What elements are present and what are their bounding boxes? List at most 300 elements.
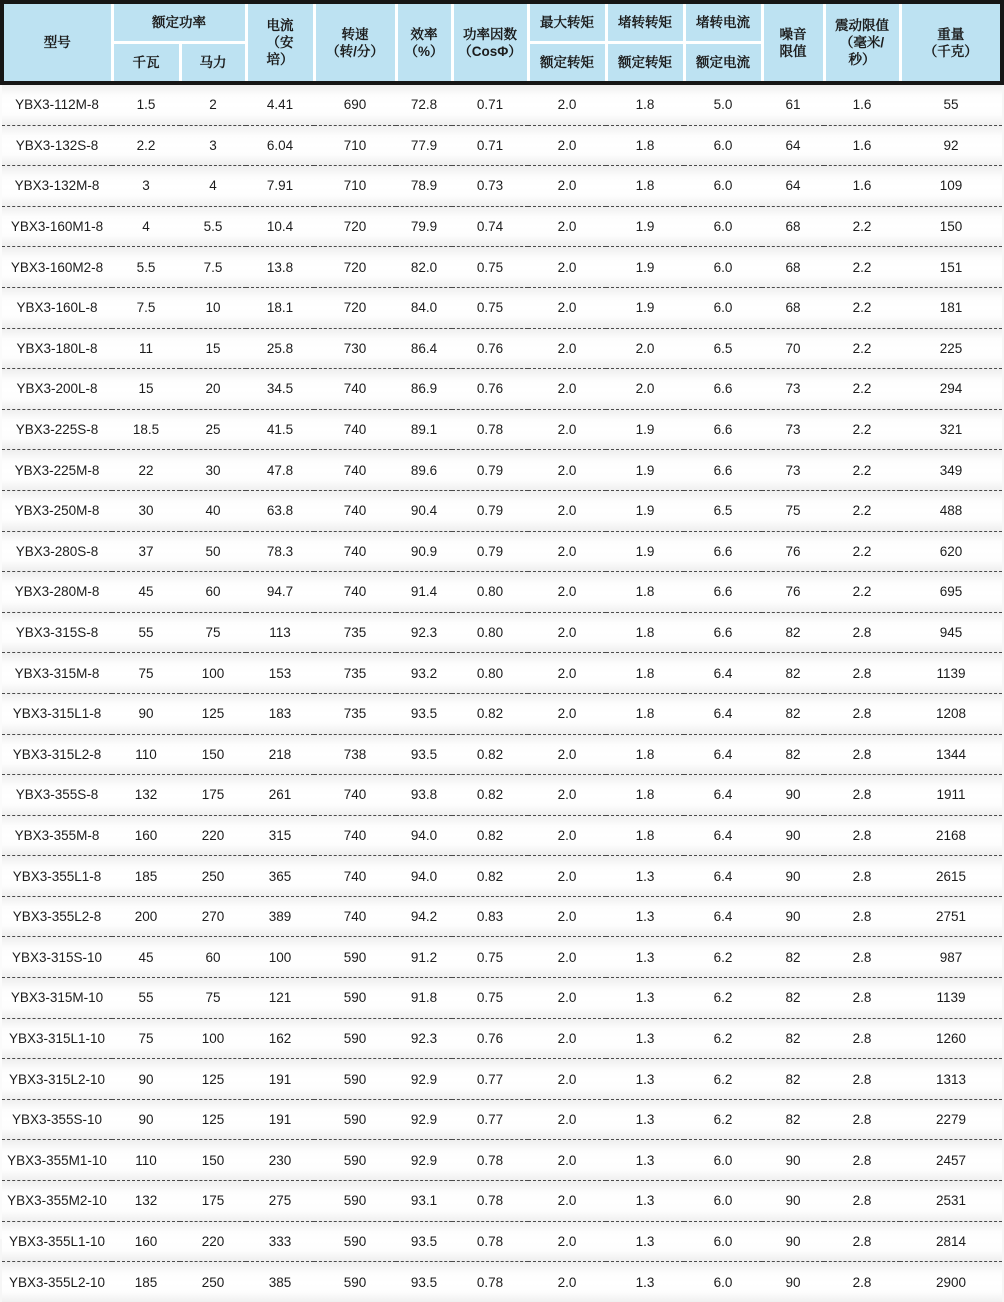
value-cell: 30 <box>112 490 180 531</box>
value-cell: 6.04 <box>246 125 314 166</box>
value-cell: 175 <box>180 775 246 816</box>
value-cell: 30 <box>180 450 246 491</box>
value-cell: 6.6 <box>684 409 762 450</box>
value-cell: 86.4 <box>396 328 452 369</box>
value-cell: 2751 <box>900 896 1002 937</box>
value-cell: 13.8 <box>246 247 314 288</box>
value-cell: 125 <box>180 1099 246 1140</box>
value-cell: 5.0 <box>684 83 762 125</box>
value-cell: 76 <box>762 531 824 572</box>
value-cell: 100 <box>246 937 314 978</box>
value-cell: 2.8 <box>824 896 900 937</box>
value-cell: 0.78 <box>452 1181 528 1222</box>
table-row <box>2 815 1002 856</box>
value-cell: 0.75 <box>452 287 528 328</box>
value-cell: 93.2 <box>396 653 452 694</box>
value-cell: 82 <box>762 1059 824 1100</box>
value-cell: 92 <box>900 125 1002 166</box>
value-cell: 60 <box>180 937 246 978</box>
model-cell: YBX3-315M-10 <box>2 978 112 1019</box>
value-cell: 740 <box>314 815 396 856</box>
value-cell: 175 <box>180 1181 246 1222</box>
value-cell: 2.0 <box>528 83 606 125</box>
value-cell: 2.0 <box>528 409 606 450</box>
model-cell: YBX3-225S-8 <box>2 409 112 450</box>
value-cell: 2.2 <box>112 125 180 166</box>
value-cell: 63.8 <box>246 490 314 531</box>
value-cell: 91.4 <box>396 572 452 613</box>
value-cell: 10 <box>180 287 246 328</box>
value-cell: 1.8 <box>606 775 684 816</box>
value-cell: 738 <box>314 734 396 775</box>
value-cell: 6.6 <box>684 450 762 491</box>
value-cell: 2.8 <box>824 1059 900 1100</box>
model-cell: YBX3-315L1-8 <box>2 693 112 734</box>
value-cell: 2.2 <box>824 287 900 328</box>
value-cell: 2.8 <box>824 775 900 816</box>
value-cell: 61 <box>762 83 824 125</box>
value-cell: 6.0 <box>684 1181 762 1222</box>
value-cell: 2.0 <box>528 287 606 328</box>
value-cell: 2.0 <box>528 612 606 653</box>
value-cell: 0.78 <box>452 1262 528 1302</box>
table-row <box>2 490 1002 531</box>
value-cell: 2814 <box>900 1221 1002 1262</box>
value-cell: 18.1 <box>246 287 314 328</box>
value-cell: 6.0 <box>684 1221 762 1262</box>
value-cell: 25.8 <box>246 328 314 369</box>
value-cell: 90 <box>762 815 824 856</box>
value-cell: 75 <box>180 612 246 653</box>
value-cell: 7.91 <box>246 166 314 207</box>
value-cell: 2.0 <box>528 572 606 613</box>
value-cell: 109 <box>900 166 1002 207</box>
value-cell: 90 <box>112 693 180 734</box>
model-cell: YBX3-355L2-8 <box>2 896 112 937</box>
value-cell: 735 <box>314 612 396 653</box>
value-cell: 92.3 <box>396 1018 452 1059</box>
model-cell: YBX3-200L-8 <box>2 369 112 410</box>
value-cell: 945 <box>900 612 1002 653</box>
value-cell: 92.9 <box>396 1059 452 1100</box>
value-cell: 90 <box>762 1221 824 1262</box>
value-cell: 151 <box>900 247 1002 288</box>
table-header <box>2 2 1002 83</box>
value-cell: 77.9 <box>396 125 452 166</box>
value-cell: 55 <box>112 612 180 653</box>
value-cell: 710 <box>314 125 396 166</box>
value-cell: 740 <box>314 572 396 613</box>
value-cell: 1.3 <box>606 978 684 1019</box>
value-cell: 25 <box>180 409 246 450</box>
value-cell: 250 <box>180 1262 246 1302</box>
value-cell: 2.8 <box>824 693 900 734</box>
value-cell: 160 <box>112 815 180 856</box>
value-cell: 1.8 <box>606 612 684 653</box>
value-cell: 2.0 <box>528 1221 606 1262</box>
value-cell: 0.76 <box>452 1018 528 1059</box>
value-cell: 365 <box>246 856 314 897</box>
value-cell: 740 <box>314 450 396 491</box>
value-cell: 710 <box>314 166 396 207</box>
value-cell: 84.0 <box>396 287 452 328</box>
value-cell: 150 <box>180 734 246 775</box>
value-cell: 1.3 <box>606 856 684 897</box>
value-cell: 2.2 <box>824 450 900 491</box>
value-cell: 6.4 <box>684 734 762 775</box>
value-cell: 1.9 <box>606 287 684 328</box>
table-row <box>2 166 1002 207</box>
value-cell: 121 <box>246 978 314 1019</box>
model-cell: YBX3-355S-8 <box>2 775 112 816</box>
value-cell: 37 <box>112 531 180 572</box>
value-cell: 2.2 <box>824 572 900 613</box>
value-cell: 82 <box>762 612 824 653</box>
value-cell: 0.79 <box>452 531 528 572</box>
value-cell: 2615 <box>900 856 1002 897</box>
header-stall-current-top: 堵转电流 <box>684 2 762 43</box>
value-cell: 89.6 <box>396 450 452 491</box>
value-cell: 735 <box>314 693 396 734</box>
value-cell: 6.4 <box>684 775 762 816</box>
value-cell: 225 <box>900 328 1002 369</box>
value-cell: 6.0 <box>684 166 762 207</box>
value-cell: 1313 <box>900 1059 1002 1100</box>
value-cell: 2.0 <box>528 247 606 288</box>
value-cell: 6.6 <box>684 612 762 653</box>
value-cell: 18.5 <box>112 409 180 450</box>
value-cell: 6.0 <box>684 206 762 247</box>
value-cell: 150 <box>180 1140 246 1181</box>
value-cell: 6.6 <box>684 369 762 410</box>
value-cell: 1139 <box>900 978 1002 1019</box>
value-cell: 90 <box>112 1099 180 1140</box>
table-row <box>2 775 1002 816</box>
value-cell: 94.2 <box>396 896 452 937</box>
model-cell: YBX3-160M2-8 <box>2 247 112 288</box>
model-cell: YBX3-280S-8 <box>2 531 112 572</box>
value-cell: 2.8 <box>824 1221 900 1262</box>
value-cell: 110 <box>112 734 180 775</box>
value-cell: 488 <box>900 490 1002 531</box>
value-cell: 735 <box>314 653 396 694</box>
model-cell: YBX3-315S-10 <box>2 937 112 978</box>
value-cell: 740 <box>314 856 396 897</box>
value-cell: 740 <box>314 369 396 410</box>
header-efficiency: 效率 （%） <box>396 2 452 83</box>
model-cell: YBX3-180L-8 <box>2 328 112 369</box>
value-cell: 90 <box>762 1181 824 1222</box>
value-cell: 34.5 <box>246 369 314 410</box>
value-cell: 2.0 <box>528 369 606 410</box>
table-row <box>2 896 1002 937</box>
header-model: 型号 <box>2 2 112 83</box>
value-cell: 90 <box>762 896 824 937</box>
value-cell: 86.9 <box>396 369 452 410</box>
value-cell: 91.8 <box>396 978 452 1019</box>
value-cell: 2.0 <box>528 125 606 166</box>
value-cell: 6.4 <box>684 815 762 856</box>
model-cell: YBX3-315S-8 <box>2 612 112 653</box>
model-cell: YBX3-225M-8 <box>2 450 112 491</box>
value-cell: 90.9 <box>396 531 452 572</box>
value-cell: 1260 <box>900 1018 1002 1059</box>
value-cell: 2.0 <box>606 328 684 369</box>
value-cell: 3 <box>112 166 180 207</box>
value-cell: 2.0 <box>528 1018 606 1059</box>
value-cell: 82 <box>762 653 824 694</box>
value-cell: 2.2 <box>824 490 900 531</box>
value-cell: 1208 <box>900 693 1002 734</box>
model-cell: YBX3-355M-8 <box>2 815 112 856</box>
value-cell: 2457 <box>900 1140 1002 1181</box>
value-cell: 15 <box>112 369 180 410</box>
header-current: 电流 （安 培） <box>246 2 314 83</box>
value-cell: 740 <box>314 490 396 531</box>
value-cell: 590 <box>314 1099 396 1140</box>
value-cell: 275 <box>246 1181 314 1222</box>
value-cell: 2.8 <box>824 1140 900 1181</box>
value-cell: 1.3 <box>606 896 684 937</box>
value-cell: 1.8 <box>606 653 684 694</box>
value-cell: 41.5 <box>246 409 314 450</box>
value-cell: 68 <box>762 206 824 247</box>
table-row <box>2 693 1002 734</box>
value-cell: 90 <box>762 1262 824 1302</box>
table-row <box>2 1018 1002 1059</box>
table-row <box>2 653 1002 694</box>
value-cell: 740 <box>314 409 396 450</box>
value-cell: 40 <box>180 490 246 531</box>
header-power-factor: 功率因数 （CosΦ） <box>452 2 528 83</box>
value-cell: 4.41 <box>246 83 314 125</box>
value-cell: 2 <box>180 83 246 125</box>
value-cell: 0.75 <box>452 978 528 1019</box>
value-cell: 2.8 <box>824 1018 900 1059</box>
value-cell: 6.5 <box>684 328 762 369</box>
value-cell: 6.4 <box>684 653 762 694</box>
value-cell: 590 <box>314 1059 396 1100</box>
value-cell: 2.8 <box>824 937 900 978</box>
value-cell: 2.0 <box>528 1262 606 1302</box>
value-cell: 50 <box>180 531 246 572</box>
value-cell: 2531 <box>900 1181 1002 1222</box>
value-cell: 2.0 <box>528 1059 606 1100</box>
model-cell: YBX3-112M-8 <box>2 83 112 125</box>
header-hp: 马力 <box>180 43 246 84</box>
value-cell: 94.0 <box>396 815 452 856</box>
value-cell: 0.76 <box>452 328 528 369</box>
value-cell: 45 <box>112 572 180 613</box>
value-cell: 620 <box>900 531 1002 572</box>
model-cell: YBX3-315L2-10 <box>2 1059 112 1100</box>
value-cell: 2.0 <box>528 653 606 694</box>
model-cell: YBX3-160L-8 <box>2 287 112 328</box>
value-cell: 0.78 <box>452 1221 528 1262</box>
value-cell: 250 <box>180 856 246 897</box>
value-cell: 6.4 <box>684 896 762 937</box>
model-cell: YBX3-315L1-10 <box>2 1018 112 1059</box>
value-cell: 1.5 <box>112 83 180 125</box>
value-cell: 2.8 <box>824 612 900 653</box>
value-cell: 6.2 <box>684 937 762 978</box>
value-cell: 1.8 <box>606 125 684 166</box>
value-cell: 6.6 <box>684 572 762 613</box>
value-cell: 90.4 <box>396 490 452 531</box>
value-cell: 72.8 <box>396 83 452 125</box>
table-row <box>2 206 1002 247</box>
header-row-top <box>2 2 1002 43</box>
value-cell: 191 <box>246 1099 314 1140</box>
value-cell: 720 <box>314 287 396 328</box>
table-row <box>2 572 1002 613</box>
value-cell: 2.0 <box>528 1181 606 1222</box>
value-cell: 1.8 <box>606 815 684 856</box>
model-cell: YBX3-132S-8 <box>2 125 112 166</box>
value-cell: 6.2 <box>684 1059 762 1100</box>
value-cell: 6.0 <box>684 125 762 166</box>
value-cell: 0.75 <box>452 247 528 288</box>
value-cell: 1344 <box>900 734 1002 775</box>
header-weight: 重量 （千克） <box>900 2 1002 83</box>
header-max-torque-bottom: 额定转矩 <box>528 43 606 84</box>
header-kw: 千瓦 <box>112 43 180 84</box>
value-cell: 2.0 <box>528 978 606 1019</box>
model-cell: YBX3-355M2-10 <box>2 1181 112 1222</box>
value-cell: 93.1 <box>396 1181 452 1222</box>
value-cell: 1.8 <box>606 83 684 125</box>
value-cell: 2.0 <box>528 328 606 369</box>
value-cell: 2.0 <box>528 1140 606 1181</box>
value-cell: 0.79 <box>452 490 528 531</box>
value-cell: 2.2 <box>824 531 900 572</box>
table-row <box>2 1221 1002 1262</box>
value-cell: 730 <box>314 328 396 369</box>
value-cell: 90 <box>112 1059 180 1100</box>
value-cell: 0.80 <box>452 572 528 613</box>
value-cell: 73 <box>762 450 824 491</box>
table-row <box>2 1059 1002 1100</box>
value-cell: 4 <box>180 166 246 207</box>
value-cell: 590 <box>314 978 396 1019</box>
value-cell: 68 <box>762 247 824 288</box>
model-cell: YBX3-355M1-10 <box>2 1140 112 1181</box>
value-cell: 132 <box>112 775 180 816</box>
value-cell: 94.0 <box>396 856 452 897</box>
value-cell: 1139 <box>900 653 1002 694</box>
table-row <box>2 83 1002 125</box>
value-cell: 5.5 <box>180 206 246 247</box>
value-cell: 1.8 <box>606 572 684 613</box>
value-cell: 2.8 <box>824 734 900 775</box>
value-cell: 45 <box>112 937 180 978</box>
value-cell: 181 <box>900 287 1002 328</box>
table-row <box>2 409 1002 450</box>
value-cell: 590 <box>314 1181 396 1222</box>
value-cell: 125 <box>180 1059 246 1100</box>
value-cell: 185 <box>112 1262 180 1302</box>
value-cell: 0.78 <box>452 409 528 450</box>
value-cell: 2.0 <box>528 734 606 775</box>
value-cell: 100 <box>180 653 246 694</box>
value-cell: 2.0 <box>528 896 606 937</box>
value-cell: 90 <box>762 1140 824 1181</box>
value-cell: 1.6 <box>824 83 900 125</box>
value-cell: 0.76 <box>452 369 528 410</box>
value-cell: 93.5 <box>396 1221 452 1262</box>
value-cell: 1.9 <box>606 409 684 450</box>
header-stall-torque-top: 堵转转矩 <box>606 2 684 43</box>
header-speed: 转速 （转/分） <box>314 2 396 83</box>
table-row <box>2 1140 1002 1181</box>
value-cell: 1.8 <box>606 166 684 207</box>
value-cell: 22 <box>112 450 180 491</box>
value-cell: 1.3 <box>606 1262 684 1302</box>
value-cell: 0.73 <box>452 166 528 207</box>
value-cell: 6.2 <box>684 1018 762 1059</box>
value-cell: 315 <box>246 815 314 856</box>
value-cell: 590 <box>314 937 396 978</box>
value-cell: 11 <box>112 328 180 369</box>
value-cell: 6.2 <box>684 1099 762 1140</box>
header-max-torque-top: 最大转矩 <box>528 2 606 43</box>
value-cell: 2.8 <box>824 1099 900 1140</box>
value-cell: 150 <box>900 206 1002 247</box>
value-cell: 75 <box>762 490 824 531</box>
value-cell: 1.3 <box>606 1059 684 1100</box>
value-cell: 0.79 <box>452 450 528 491</box>
value-cell: 200 <box>112 896 180 937</box>
value-cell: 191 <box>246 1059 314 1100</box>
value-cell: 2.0 <box>528 815 606 856</box>
value-cell: 5.5 <box>112 247 180 288</box>
header-rated-power-group: 额定功率 <box>112 2 246 43</box>
value-cell: 2.8 <box>824 1262 900 1302</box>
value-cell: 2900 <box>900 1262 1002 1302</box>
table-row <box>2 369 1002 410</box>
table-row <box>2 978 1002 1019</box>
value-cell: 7.5 <box>112 287 180 328</box>
value-cell: 7.5 <box>180 247 246 288</box>
value-cell: 0.77 <box>452 1059 528 1100</box>
value-cell: 60 <box>180 572 246 613</box>
value-cell: 20 <box>180 369 246 410</box>
header-stall-torque-bottom: 额定转矩 <box>606 43 684 84</box>
value-cell: 2.2 <box>824 369 900 410</box>
value-cell: 1.9 <box>606 247 684 288</box>
value-cell: 1.3 <box>606 1140 684 1181</box>
value-cell: 0.82 <box>452 693 528 734</box>
value-cell: 389 <box>246 896 314 937</box>
value-cell: 1.3 <box>606 937 684 978</box>
value-cell: 125 <box>180 693 246 734</box>
value-cell: 590 <box>314 1221 396 1262</box>
table-row <box>2 125 1002 166</box>
table-row <box>2 734 1002 775</box>
header-noise-limit: 噪音 限值 <box>762 2 824 83</box>
value-cell: 2.0 <box>606 369 684 410</box>
value-cell: 720 <box>314 206 396 247</box>
value-cell: 6.2 <box>684 978 762 1019</box>
value-cell: 55 <box>900 83 1002 125</box>
value-cell: 220 <box>180 1221 246 1262</box>
table-row <box>2 287 1002 328</box>
value-cell: 75 <box>112 1018 180 1059</box>
value-cell: 2.0 <box>528 450 606 491</box>
value-cell: 90 <box>762 775 824 816</box>
value-cell: 2.0 <box>528 856 606 897</box>
value-cell: 590 <box>314 1018 396 1059</box>
